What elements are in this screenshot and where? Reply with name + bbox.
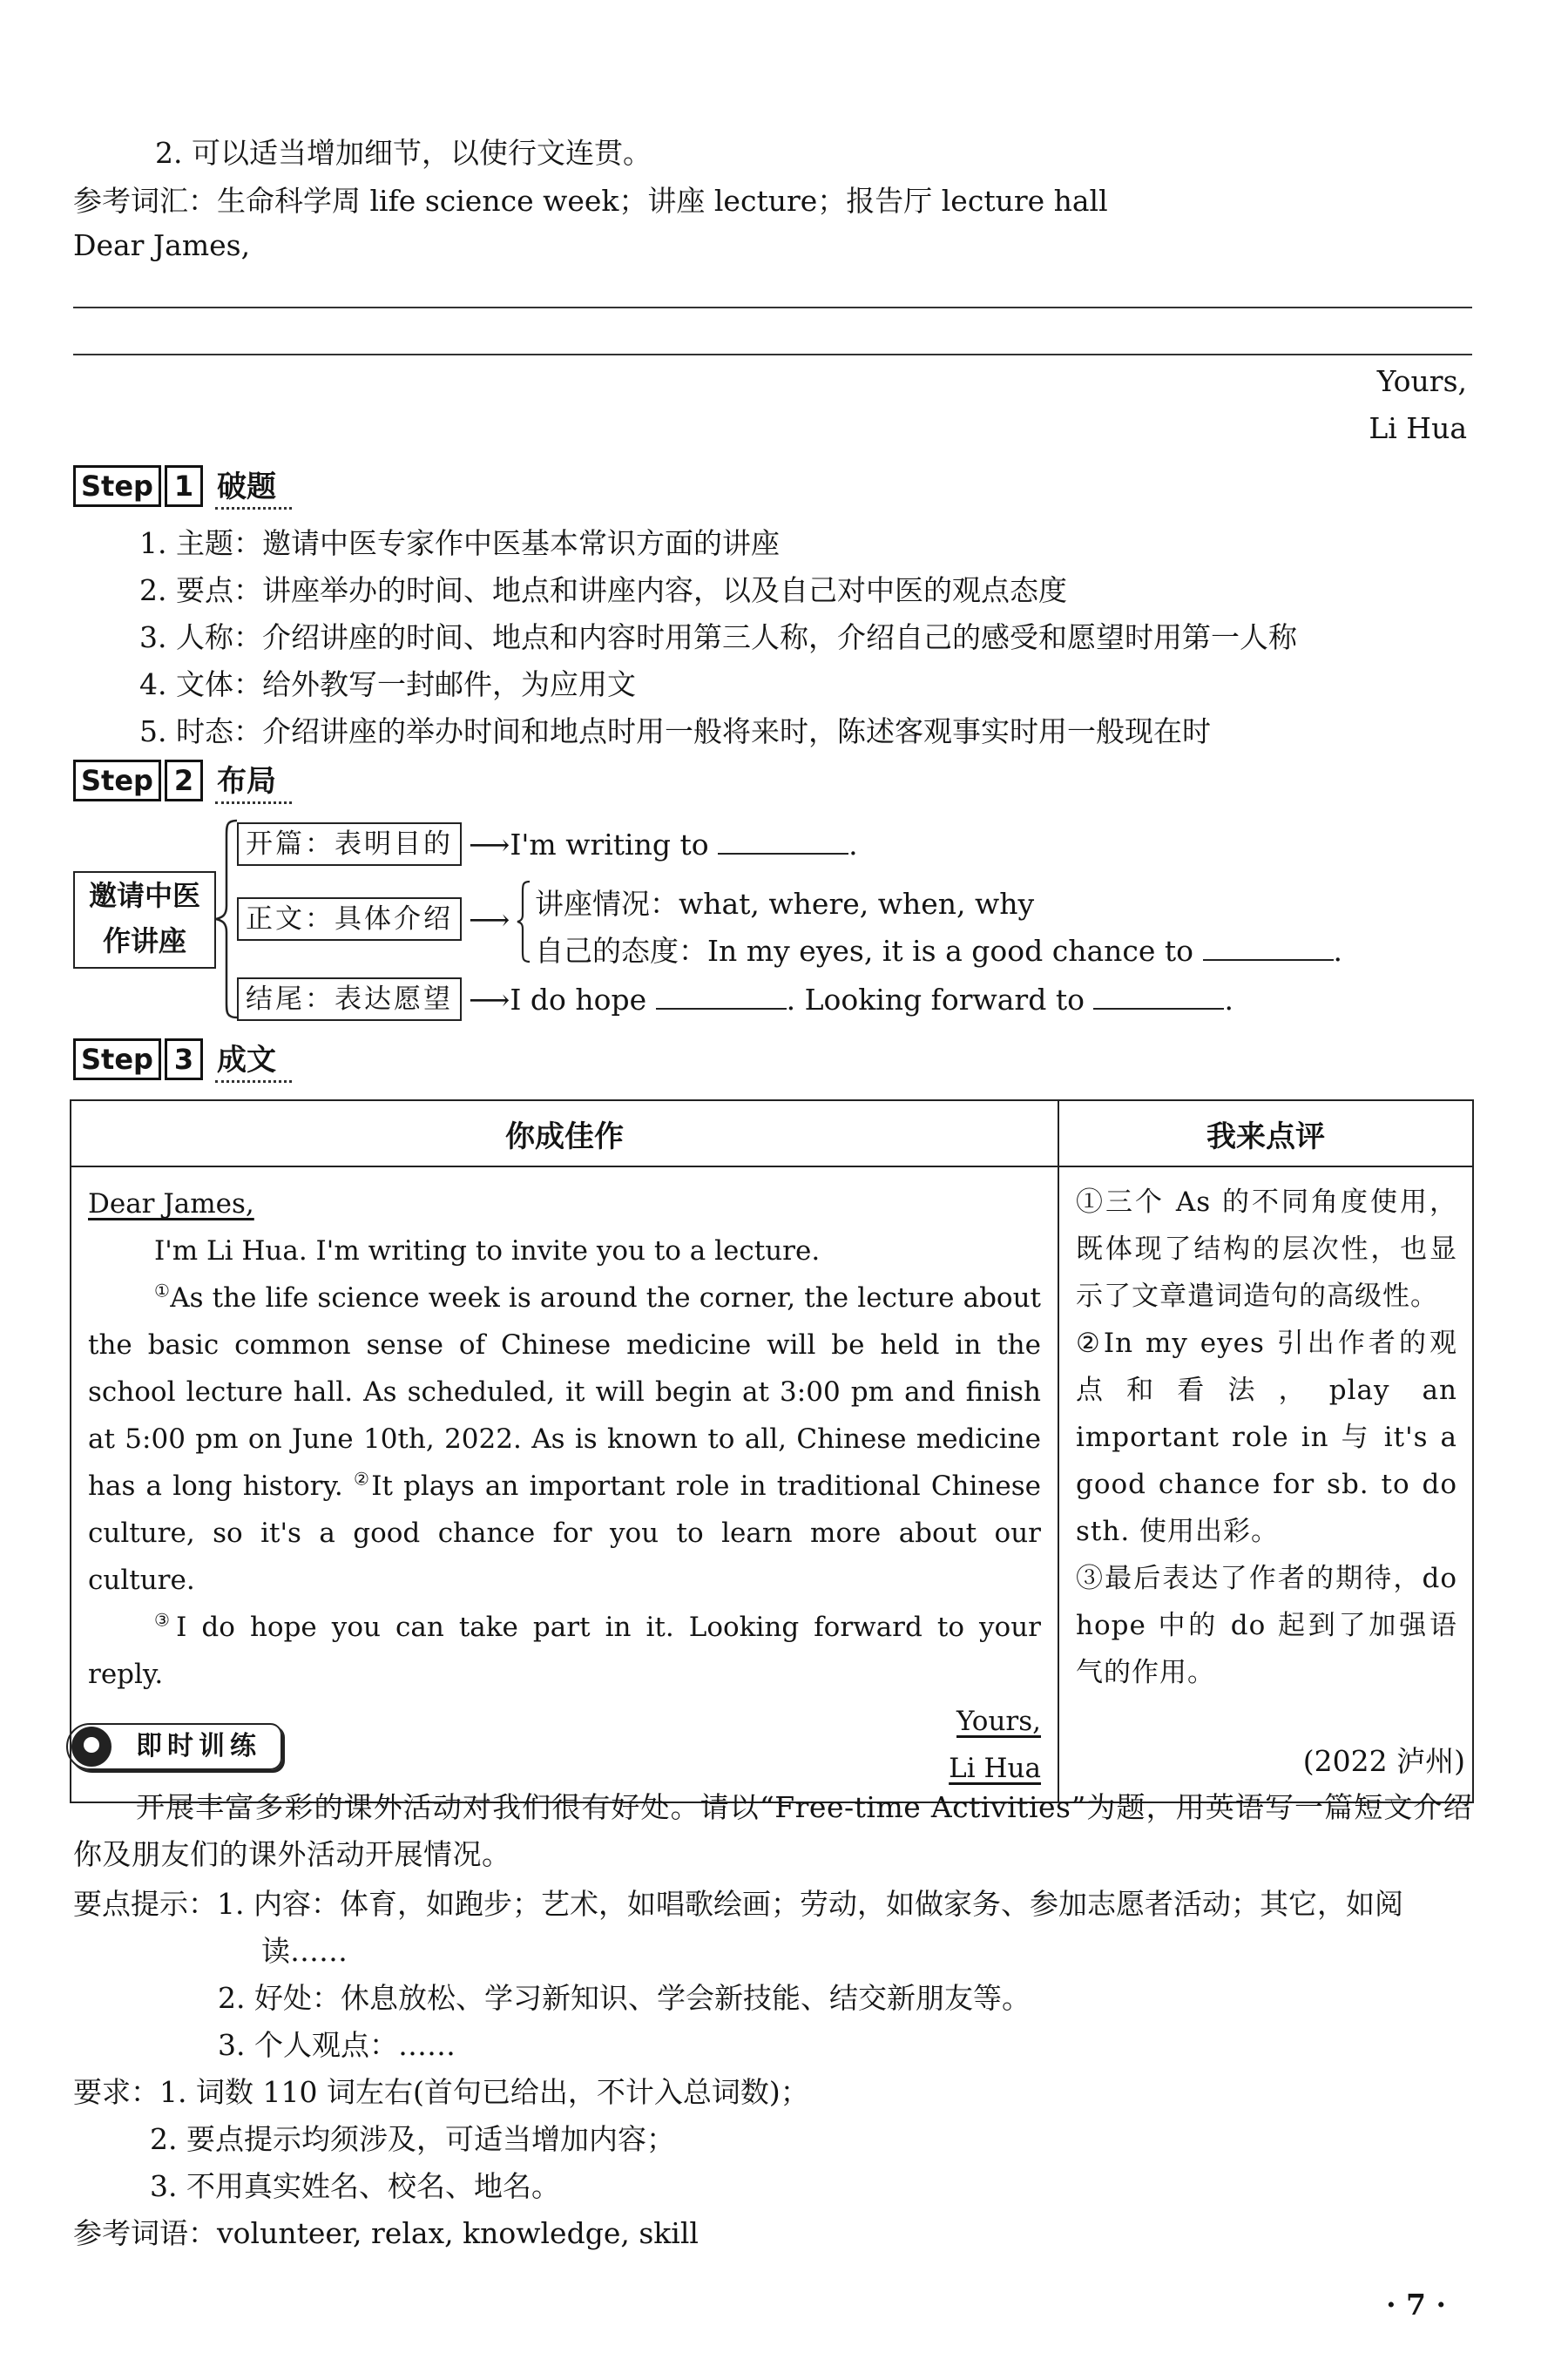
essay-greeting: Dear James, (88, 1188, 254, 1220)
step-number: 2 (165, 760, 203, 801)
body-box: 正文：具体介绍 (237, 897, 462, 941)
ending-text-1: I do hope (510, 983, 647, 1017)
comment-column-header: 我来点评 (1058, 1100, 1473, 1166)
analysis-item: 4. 文体：给外教写一封邮件，为应用文 (139, 667, 636, 701)
requirements-label: 要求： (73, 2075, 159, 2109)
letter-greeting: Dear James, (73, 228, 251, 262)
ending-line (469, 983, 1233, 1017)
essay-paragraph-3-text: I do hope you can take part in it. Looking forward to your reply. (88, 1612, 1041, 1690)
step-3-heading (73, 1038, 292, 1080)
points-label: 要点提示： (73, 1887, 217, 1921)
annotation-mark: ① (154, 1280, 171, 1301)
blank (718, 830, 848, 855)
point-1-continued: 读…… (261, 1934, 348, 1968)
blank (1093, 985, 1224, 1010)
requirement-3: 3. 不用真实姓名、校名、地名。 (150, 2169, 560, 2203)
reference-vocabulary: 参考词汇：生命科学周 life science week；讲座 lecture；报告厅 lecture hall (73, 184, 1108, 218)
letter-signature: Li Hua (1369, 411, 1467, 445)
points-line-1 (73, 1882, 1403, 1923)
reference-words: 参考词语：volunteer, relax, knowledge, skill (73, 2216, 699, 2250)
essay-cell (71, 1166, 1058, 1802)
arrow-icon: ⟶ (469, 828, 510, 862)
practice-badge-label: 即时训练 (136, 1731, 261, 1761)
comment-1: ①三个 As 的不同角度使用，既体现了结构的层次性，也显示了文章遣词造句的高级性。 (1076, 1186, 1457, 1312)
ending-text-2: . Looking forward to (786, 983, 1085, 1017)
page-number: · 7 · (1386, 2288, 1446, 2322)
essay-closing-text: Yours, (956, 1706, 1041, 1737)
analysis-item: 1. 主题：邀请中医专家作中医基本常识方面的讲座 (139, 526, 780, 560)
note-item-2: 2. 可以适当增加细节，以使行文连贯。 (155, 136, 652, 170)
comment-3: ③最后表达了作者的期待，do hope 中的 do 起到了加强语气的作用。 (1076, 1563, 1457, 1688)
small-brace (516, 880, 531, 963)
body-line-2 (535, 929, 1342, 970)
comment-cell (1058, 1166, 1473, 1802)
opening-line (469, 828, 858, 862)
annotation-mark: ② (353, 1468, 372, 1490)
root-line-2: 作讲座 (102, 924, 186, 957)
annotation-mark: ③ (154, 1609, 177, 1631)
opening-box: 开篇：表明目的 (237, 822, 462, 866)
body-line-1: 讲座情况：what, where, when, why (535, 887, 1035, 921)
requirement-1: 1. 词数 110 词左右(首句已给出，不计入总词数)； (159, 2075, 809, 2109)
step-title: 破题 (215, 463, 292, 510)
point-1: 1. 内容：体育，如跑步；艺术，如唱歌绘画；劳动，如做家务、参加志愿者活动；其它，如阅 (217, 1887, 1403, 1921)
punctuation: . (1333, 934, 1343, 968)
essay-column-header: 你成佳作 (71, 1100, 1058, 1166)
practice-intro: 开展丰富多彩的课外活动对我们很有好处。请以“Free-time Activities”为题，用英语写一篇短文介绍你及朋友们的课外活动开展情况。 (73, 1790, 1472, 1871)
step-label: Step (73, 760, 161, 801)
body-line-2-text: 自己的态度：In my eyes, it is a good chance to (535, 934, 1194, 968)
step-title: 成文 (215, 1036, 292, 1083)
step-1-heading (73, 465, 292, 507)
blank (656, 985, 787, 1010)
step-number: 3 (165, 1038, 203, 1080)
point-3: 3. 个人观点：…… (218, 2028, 456, 2062)
opening-text: I'm writing to (510, 828, 709, 862)
writing-line (73, 354, 1472, 355)
step-label: Step (73, 1038, 161, 1080)
essay-table (70, 1099, 1474, 1803)
step-number: 1 (165, 465, 203, 507)
requirements-line-1 (73, 2070, 809, 2111)
step-label: Step (73, 465, 161, 507)
analysis-item: 3. 人称：介绍讲座的时间、地点和内容时用第三人称，介绍自己的感受和愿望时用第一人称 (139, 620, 1297, 654)
layout-root-box (73, 871, 216, 969)
essay-paragraph-2b-text: It plays an important role in traditional Chinese culture, so it's a good chance for you to learn more about our culture. (88, 1470, 1041, 1596)
requirement-2: 2. 要点提示均须涉及，可适当增加内容； (150, 2122, 675, 2156)
step-title: 布局 (215, 757, 292, 804)
arrow-icon: ⟶ (469, 902, 510, 936)
essay-signature-text: Li Hua (949, 1753, 1041, 1784)
ending-box: 结尾：表达愿望 (237, 977, 462, 1021)
essay-paragraph-2 (88, 1274, 1041, 1604)
step-2-heading (73, 760, 292, 801)
essay-paragraph-2-text: As the life science week is around the corner, the lecture about the basic common sense of Chinese medicine will be held in the school lecture hall. As scheduled, it will begin at 3:00 pm and finish at 5:00 pm on June 10th, 2022. As is known to all, Chinese medicine has a long history. (88, 1282, 1041, 1502)
practice-source: (2022 泸州) (1302, 1744, 1465, 1778)
point-2: 2. 好处：休息放松、学习新知识、学会新技能、结交新朋友等。 (218, 1981, 1031, 2015)
punctuation: . (848, 828, 858, 862)
practice-badge (66, 1722, 282, 1771)
root-line-1: 邀请中医 (88, 879, 200, 912)
writing-line (73, 307, 1472, 308)
punctuation: . (1224, 983, 1233, 1017)
analysis-item: 5. 时态：介绍讲座的举办时间和地点时用一般将来时，陈述客观事实时用一般现在时 (139, 714, 1211, 748)
comment-2: ②In my eyes 引出作者的观点和看法，play an important role in 与 it's a good chance for sb. to do sth. 使用出彩。 (1076, 1328, 1457, 1547)
letter-closing: Yours, (1376, 364, 1467, 398)
blank (1203, 936, 1334, 961)
book-icon (71, 1727, 112, 1767)
essay-paragraph-3 (88, 1604, 1041, 1698)
arrow-icon: ⟶ (469, 983, 510, 1017)
analysis-item: 2. 要点：讲座举办的时间、地点和讲座内容，以及自己对中医的观点态度 (139, 573, 1067, 607)
essay-paragraph-1: I'm Li Hua. I'm writing to invite you to a lecture. (154, 1235, 821, 1267)
